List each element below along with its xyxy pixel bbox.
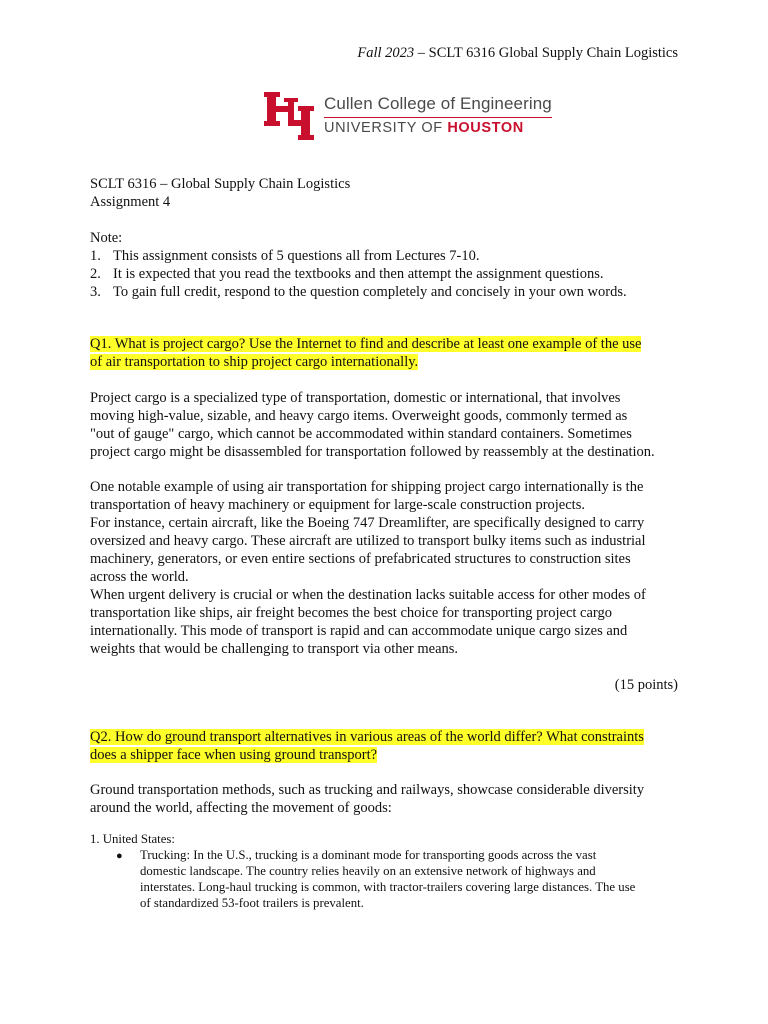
paragraph-line: project cargo might be disassembled for transportation followed by reassembly at the destination.	[90, 444, 655, 460]
paragraph-line: transportation of heavy machinery or equipment for large-scale construction projects.	[90, 497, 585, 513]
university-name	[324, 117, 552, 136]
note-item-number: 1.	[90, 248, 101, 264]
paragraph-line: Project cargo is a specialized type of transportation, domestic or international, that involves	[90, 390, 621, 406]
header-course: – SCLT 6316 Global Supply Chain Logistics	[414, 45, 678, 61]
paragraph-line: internationally. This mode of transport is rapid and can accommodate unique cargo sizes and	[90, 623, 628, 639]
university-prefix: UNIVERSITY OF	[324, 120, 448, 137]
list-item-line: Trucking: In the U.S., trucking is a dominant mode for transporting goods across the vast	[140, 848, 597, 862]
q1-answer-paragraph-2	[90, 478, 678, 658]
title-block	[90, 175, 678, 211]
paragraph-line: When urgent delivery is crucial or when the destination lacks suitable access for other modes of	[90, 587, 646, 603]
uh-logo-icon	[264, 92, 314, 140]
university-logo	[264, 92, 552, 140]
college-name: Cullen College of Engineering	[324, 94, 552, 114]
paragraph-line: Ground transportation methods, such as trucking and railways, showcase considerable diversity	[90, 782, 645, 798]
note-item-text: To gain full credit, respond to the question completely and concisely in your own words.	[113, 284, 627, 300]
note-block	[90, 229, 678, 301]
paragraph-line: For instance, certain aircraft, like the Boeing 747 Dreamlifter, are specifically designed to carry	[90, 515, 645, 531]
note-item-number: 2.	[90, 266, 101, 282]
bullet-icon: ●	[116, 850, 123, 862]
paragraph-line: machinery, generators, or even entire sections of prefabricated structures to construction sites	[90, 551, 631, 567]
q2-intro	[90, 781, 678, 817]
assignment-title: Assignment 4	[90, 194, 171, 210]
q2-question-line: Q2. How do ground transport alternatives in various areas of the world differ? What constraints	[90, 729, 644, 745]
list-item-line: domestic landscape. The country relies heavily on an extensive network of highways and	[140, 864, 596, 878]
q2-question-line: does a shipper face when using ground transport?	[90, 747, 378, 763]
section-heading: 1. United States:	[90, 832, 175, 846]
header-term: Fall 2023	[357, 45, 415, 61]
course-title: SCLT 6316 – Global Supply Chain Logistics	[90, 176, 351, 192]
note-item-number: 3.	[90, 284, 101, 300]
note-label: Note:	[90, 230, 123, 246]
q1-question-line: Q1. What is project cargo? Use the Internet to find and describe at least one example of the use	[90, 336, 642, 352]
note-item-text: It is expected that you read the textbooks and then attempt the assignment questions.	[113, 266, 604, 282]
paragraph-line: transportation like ships, air freight becomes the best choice for transporting project cargo	[90, 605, 612, 621]
q2-section-united-states	[90, 831, 678, 911]
q1-question	[90, 335, 678, 371]
q1-question-line: of air transportation to ship project cargo internationally.	[90, 354, 419, 370]
note-item	[90, 247, 678, 265]
paragraph-line: oversized and heavy cargo. These aircraft are utilized to transport bulky items such as industrial	[90, 533, 646, 549]
q1-answer-paragraph-1	[90, 389, 678, 461]
paragraph-line: "out of gauge" cargo, which cannot be accommodated within standard containers. Sometimes	[90, 426, 632, 442]
paragraph-line: around the world, affecting the movement of goods:	[90, 800, 392, 816]
note-item	[90, 283, 678, 301]
q2-question	[90, 728, 678, 764]
list-item-line: of standardized 53-foot trailers is prevalent.	[140, 896, 364, 910]
paragraph-line: across the world.	[90, 569, 189, 585]
paragraph-line: moving high-value, sizable, and heavy cargo items. Overweight goods, commonly termed as	[90, 408, 628, 424]
q1-points: (15 points)	[614, 677, 678, 693]
note-item	[90, 265, 678, 283]
note-item-text: This assignment consists of 5 questions all from Lectures 7-10.	[113, 248, 480, 264]
university-houston: HOUSTON	[447, 120, 524, 137]
list-item-line: interstates. Long-haul trucking is common, with tractor-trailers covering large distances. The use	[140, 880, 636, 894]
running-header	[357, 45, 678, 62]
paragraph-line: weights that would be challenging to transport via other means.	[90, 641, 459, 657]
paragraph-line: One notable example of using air transportation for shipping project cargo internationally is the	[90, 479, 644, 495]
list-item	[116, 847, 678, 911]
